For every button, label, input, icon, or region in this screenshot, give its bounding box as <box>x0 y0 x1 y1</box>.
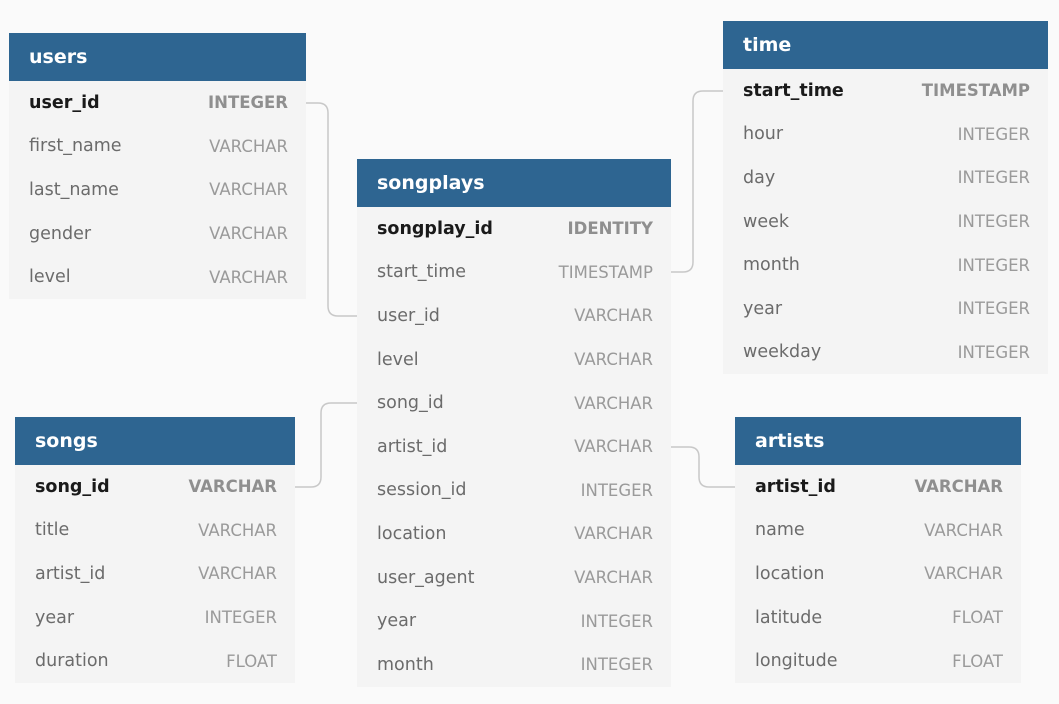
column-type: IDENTITY <box>567 219 653 239</box>
table-songs[interactable] <box>15 417 295 683</box>
column-name: day <box>743 167 776 188</box>
column-name: gender <box>29 223 92 244</box>
column-type: VARCHAR <box>209 136 288 156</box>
column-row[interactable] <box>723 331 1048 375</box>
column-type: VARCHAR <box>574 306 653 326</box>
column-type: INTEGER <box>957 212 1030 232</box>
column-name: hour <box>743 124 784 145</box>
column-name: duration <box>35 651 109 672</box>
column-row[interactable] <box>357 425 671 469</box>
column-row[interactable] <box>9 212 306 256</box>
column-row[interactable] <box>735 509 1021 553</box>
column-row[interactable] <box>357 338 671 382</box>
column-name: last_name <box>29 179 119 200</box>
connector-artists-songplays <box>671 447 735 487</box>
column-name: artist_id <box>755 476 836 497</box>
column-name: latitude <box>755 607 823 628</box>
column-name: level <box>29 267 71 288</box>
table-artists[interactable] <box>735 417 1021 683</box>
column-type: INTEGER <box>957 168 1030 188</box>
column-list <box>9 81 306 299</box>
column-row[interactable] <box>735 596 1021 640</box>
column-name: user_id <box>377 305 440 326</box>
column-row[interactable] <box>735 552 1021 596</box>
table-title[interactable]: time <box>723 21 1048 69</box>
connector-songs-songplays <box>295 403 357 487</box>
column-row[interactable] <box>357 643 671 687</box>
column-name: weekday <box>743 342 822 363</box>
column-row[interactable] <box>357 599 671 643</box>
column-name: start_time <box>377 262 467 283</box>
column-type: VARCHAR <box>914 477 1003 497</box>
column-type: INTEGER <box>580 611 653 631</box>
primary-key-row[interactable] <box>735 465 1021 509</box>
column-type: VARCHAR <box>188 477 277 497</box>
column-type: INTEGER <box>957 124 1030 144</box>
column-row[interactable] <box>15 552 295 596</box>
connector-time-songplays <box>671 91 723 272</box>
connector-users-songplays <box>306 103 357 316</box>
column-type: VARCHAR <box>924 520 1003 540</box>
column-name: first_name <box>29 136 122 157</box>
primary-key-row[interactable] <box>9 81 306 125</box>
column-name: artist_id <box>35 563 106 584</box>
column-row[interactable] <box>9 125 306 169</box>
table-title[interactable]: songplays <box>357 159 671 207</box>
table-users[interactable] <box>9 33 306 299</box>
column-row[interactable] <box>723 113 1048 157</box>
column-type: INTEGER <box>957 342 1030 362</box>
column-type: FLOAT <box>952 608 1003 628</box>
column-type: INTEGER <box>204 608 277 628</box>
column-list <box>15 465 295 683</box>
column-type: VARCHAR <box>574 437 653 457</box>
column-type: INTEGER <box>580 655 653 675</box>
column-name: session_id <box>377 480 467 501</box>
column-type: VARCHAR <box>574 350 653 370</box>
column-row[interactable] <box>357 512 671 556</box>
column-type: VARCHAR <box>209 267 288 287</box>
column-type: INTEGER <box>580 480 653 500</box>
column-type: VARCHAR <box>198 520 277 540</box>
column-type: VARCHAR <box>574 568 653 588</box>
column-name: user_agent <box>377 567 475 588</box>
column-row[interactable] <box>723 243 1048 287</box>
column-row[interactable] <box>357 294 671 338</box>
column-row[interactable] <box>357 469 671 513</box>
column-type: VARCHAR <box>209 180 288 200</box>
table-title[interactable]: songs <box>15 417 295 465</box>
primary-key-row[interactable] <box>15 465 295 509</box>
column-type: VARCHAR <box>924 564 1003 584</box>
column-type: TIMESTAMP <box>921 81 1030 101</box>
column-row[interactable] <box>723 287 1048 331</box>
column-type: FLOAT <box>226 651 277 671</box>
column-name: level <box>377 349 419 370</box>
column-row[interactable] <box>15 639 295 683</box>
column-row[interactable] <box>357 381 671 425</box>
column-row[interactable] <box>9 168 306 212</box>
column-name: songplay_id <box>377 218 493 239</box>
column-row[interactable] <box>735 639 1021 683</box>
primary-key-row[interactable] <box>357 207 671 251</box>
column-name: year <box>743 298 783 319</box>
column-row[interactable] <box>15 596 295 640</box>
column-name: month <box>743 255 800 276</box>
column-list <box>735 465 1021 683</box>
column-list <box>723 69 1048 374</box>
column-type: FLOAT <box>952 651 1003 671</box>
column-name: year <box>377 611 417 632</box>
column-type: INTEGER <box>957 255 1030 275</box>
column-row[interactable] <box>9 255 306 299</box>
column-type: VARCHAR <box>574 524 653 544</box>
column-row[interactable] <box>357 556 671 600</box>
column-name: start_time <box>743 80 844 101</box>
column-name: title <box>35 520 70 541</box>
column-row[interactable] <box>723 156 1048 200</box>
table-songplays[interactable] <box>357 159 671 687</box>
column-name: song_id <box>377 393 444 414</box>
column-name: week <box>743 211 789 232</box>
table-title[interactable]: users <box>9 33 306 81</box>
table-time[interactable] <box>723 21 1048 374</box>
column-type: INTEGER <box>957 299 1030 319</box>
column-name: location <box>755 563 825 584</box>
primary-key-row[interactable] <box>723 69 1048 113</box>
column-name: name <box>755 520 805 541</box>
column-name: month <box>377 654 434 675</box>
table-title[interactable]: artists <box>735 417 1021 465</box>
column-row[interactable] <box>15 509 295 553</box>
column-row[interactable] <box>357 251 671 295</box>
column-name: artist_id <box>377 436 448 457</box>
column-name: song_id <box>35 476 110 497</box>
column-type: TIMESTAMP <box>558 262 653 282</box>
column-name: user_id <box>29 92 100 113</box>
column-name: year <box>35 607 75 628</box>
column-list <box>357 207 671 687</box>
column-type: VARCHAR <box>198 564 277 584</box>
column-type: VARCHAR <box>209 224 288 244</box>
column-name: longitude <box>755 651 838 672</box>
column-type: VARCHAR <box>574 393 653 413</box>
column-name: location <box>377 523 447 544</box>
column-type: INTEGER <box>208 93 288 113</box>
column-row[interactable] <box>723 200 1048 244</box>
